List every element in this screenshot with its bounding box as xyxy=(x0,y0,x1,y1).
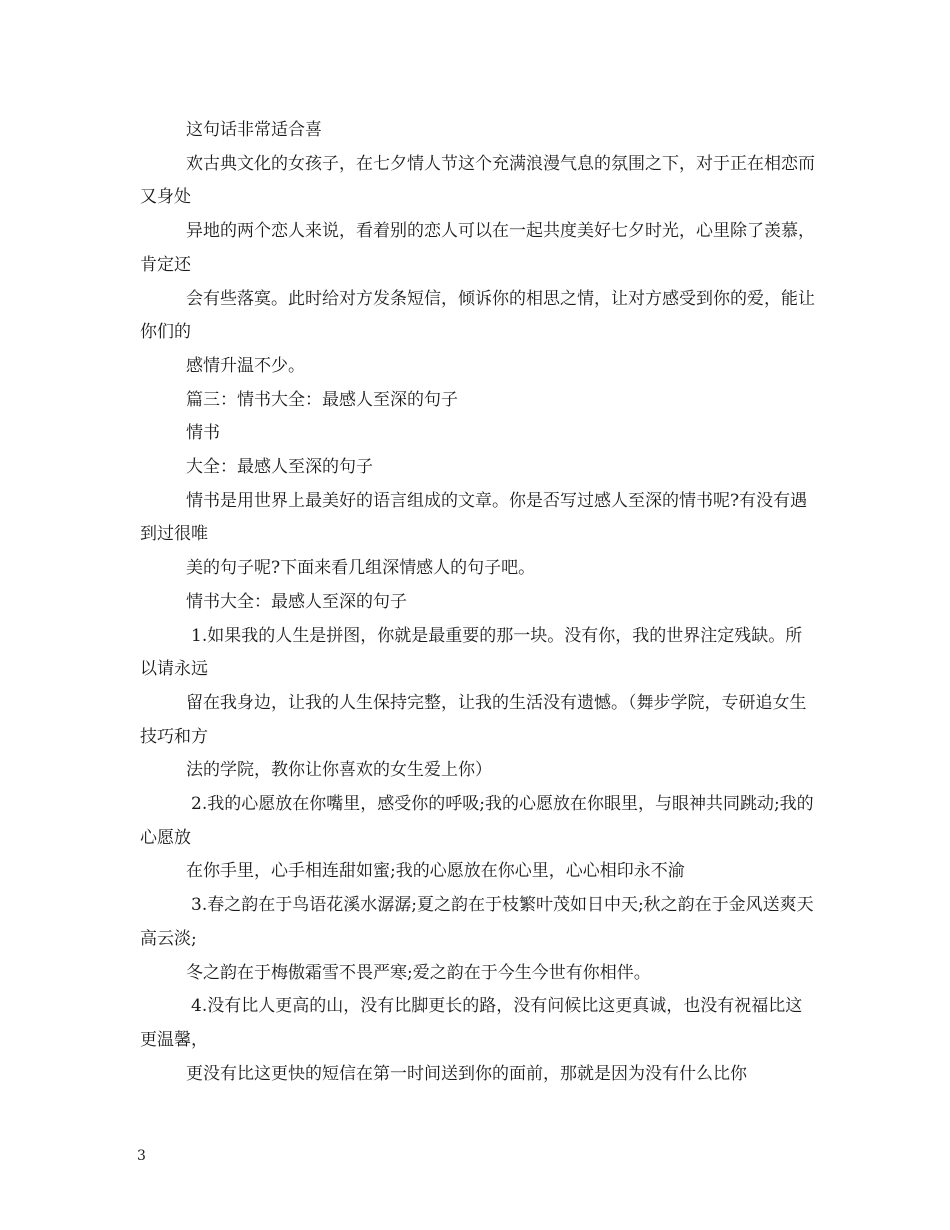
document-body xyxy=(140,114,816,1091)
list-item-1: 1.如果我的人生是拼图，你就是最重要的那一块。没有你，我的世界注定残缺。所以请永远 xyxy=(140,625,803,680)
paragraph-2: 欢古典文化的女孩子，在七夕情人节这个充满浪漫气息的氛围之下，对于正在相恋而又身处 xyxy=(140,153,815,208)
list-item-4: 4.没有比人更高的山，没有比脚更长的路，没有问候比这更真诚，也没有祝福比这更温馨， xyxy=(140,996,803,1050)
paragraph-20: 更没有比这更快的短信在第一时间送到你的面前，那就是因为没有什么比你 xyxy=(186,1063,747,1084)
section-heading: 篇三：情书大全：最感人至深的句子 xyxy=(186,389,458,410)
paragraph-13: 留在我身边，让我的人生保持完整，让我的生活没有遗憾。（舞步学院，专研追女生技巧和方 xyxy=(140,692,807,747)
paragraph-4: 会有些落寞。此时给对方发条短信，倾诉你的相思之情，让对方感受到你的爱，能让你们的 xyxy=(140,288,815,343)
paragraph-18: 冬之韵在于梅傲霜雪不畏严寒;爱之韵在于今生今世有你相伴。 xyxy=(186,962,651,983)
paragraph-10: 美的句子呢?下面来看几组深情感人的句子吧。 xyxy=(186,558,536,579)
list-item-3: 3.春之韵在于鸟语花溪水潺潺;夏之韵在于枝繁叶茂如日中天;秋之韵在于金风送爽天高云淡; xyxy=(140,895,814,949)
list-item-2: 2.我的心愿放在你嘴里，感受你的呼吸;我的心愿放在你眼里，与眼神共同跳动;我的心愿放 xyxy=(140,794,814,848)
paragraph-11: 情书大全：最感人至深的句子 xyxy=(186,591,407,612)
paragraph-5: 感情升温不少。 xyxy=(186,355,305,376)
paragraph-1: 这句话非常适合喜 xyxy=(186,120,322,140)
paragraph-8: 大全：最感人至深的句子 xyxy=(186,457,373,478)
paragraph-7: 情书 xyxy=(186,423,220,444)
paragraph-9: 情书是用世界上最美好的语言组成的文章。你是否写过感人至深的情书呢?有没有遇到过很唯 xyxy=(140,490,808,545)
paragraph-14: 法的学院，教你让你喜欢的女生爱上你） xyxy=(186,760,492,781)
paragraph-3: 异地的两个恋人来说，看着别的恋人可以在一起共度美好七夕时光，心里除了羡慕，肯定还 xyxy=(140,221,815,275)
page-number: 3 xyxy=(137,1148,146,1164)
paragraph-16: 在你手里，心手相连甜如蜜;我的心愿放在你心里，心心相印永不渝 xyxy=(186,861,685,882)
